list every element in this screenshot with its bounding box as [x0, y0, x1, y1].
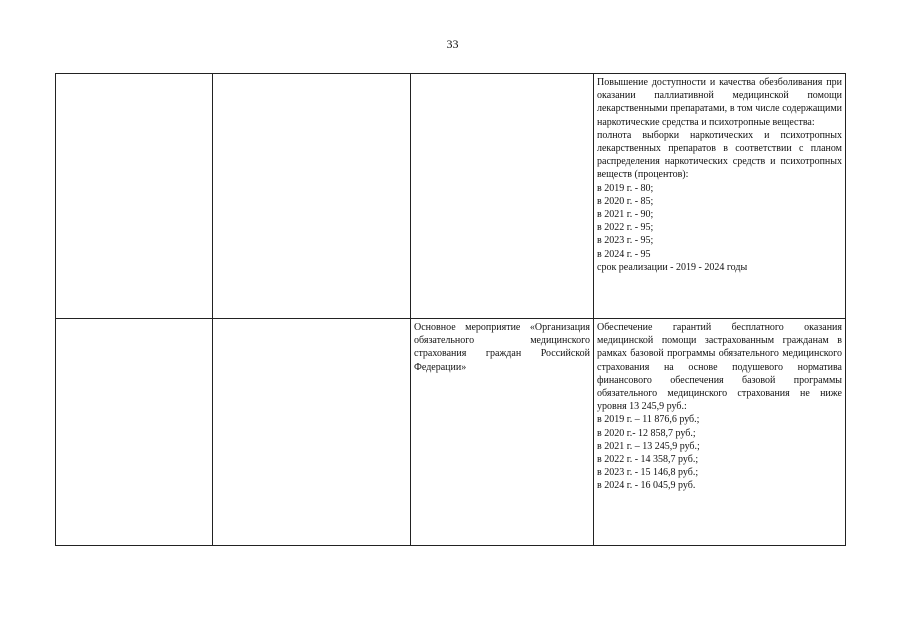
indicator-value: в 2023 г. - 15 146,8 руб.; — [597, 467, 699, 479]
indicator-paragraph: Обеспечение гарантий бесплатного оказания медицинской помощи застрахованным гражданам в рамках базовой программы обязательного медицинского страхования на основе подушевого норматива финансового обеспечения базовой программы обязательного медицинского страхования не ниже уровня 13 245,9 руб.: — [597, 322, 842, 413]
main-activity-text: Основное мероприятие «Организация обязательного медицинского страхования граждан Российской Федерации» — [414, 322, 590, 373]
indicator-value: в 2021 г. - 90; — [597, 209, 654, 221]
indicator-value: в 2024 г. - 95 — [597, 248, 651, 260]
indicator-value: в 2019 г. – 11 876,6 руб.; — [597, 414, 700, 426]
indicator-value: в 2020 г.- 12 858,7 руб.; — [597, 427, 696, 439]
indicator-description: полнота выборки наркотических и психотропных лекарственных препаратов в соответствии с планом распределения наркотических средств и психотропных веществ (процентов): — [597, 129, 842, 181]
table-cell-indicators — [594, 319, 846, 546]
table-cell-indicators — [594, 74, 846, 319]
indicator-value: в 2021 г. – 13 245,9 руб.; — [597, 440, 700, 452]
indicator-value: в 2020 г. - 85; — [597, 195, 654, 207]
indicator-value: в 2022 г. - 14 358,7 руб.; — [597, 454, 699, 466]
table-cell-empty — [213, 319, 411, 546]
indicator-paragraph: Повышение доступности и качества обезболивания при оказании паллиативной медицинской помощи лекарственными препаратами, в том числе содержащими наркотические средства и психотропные вещества: — [597, 77, 842, 128]
indicator-value: в 2022 г. - 95; — [597, 222, 654, 234]
page-number: 33 — [446, 37, 459, 51]
table-cell-empty — [213, 74, 411, 319]
indicator-value: в 2024 г. - 16 045,9 руб. — [597, 480, 696, 492]
table-cell-empty — [56, 74, 213, 319]
document-table — [55, 73, 846, 546]
table-cell-empty — [56, 319, 213, 546]
table-cell-empty — [411, 74, 594, 319]
table-cell-main-activity — [411, 319, 594, 546]
table-row — [56, 74, 846, 319]
table-row — [56, 319, 846, 546]
indicator-value: в 2023 г. - 95; — [597, 235, 654, 247]
implementation-term: срок реализации - 2019 - 2024 годы — [597, 261, 748, 273]
indicator-value: в 2019 г. - 80; — [597, 182, 654, 194]
